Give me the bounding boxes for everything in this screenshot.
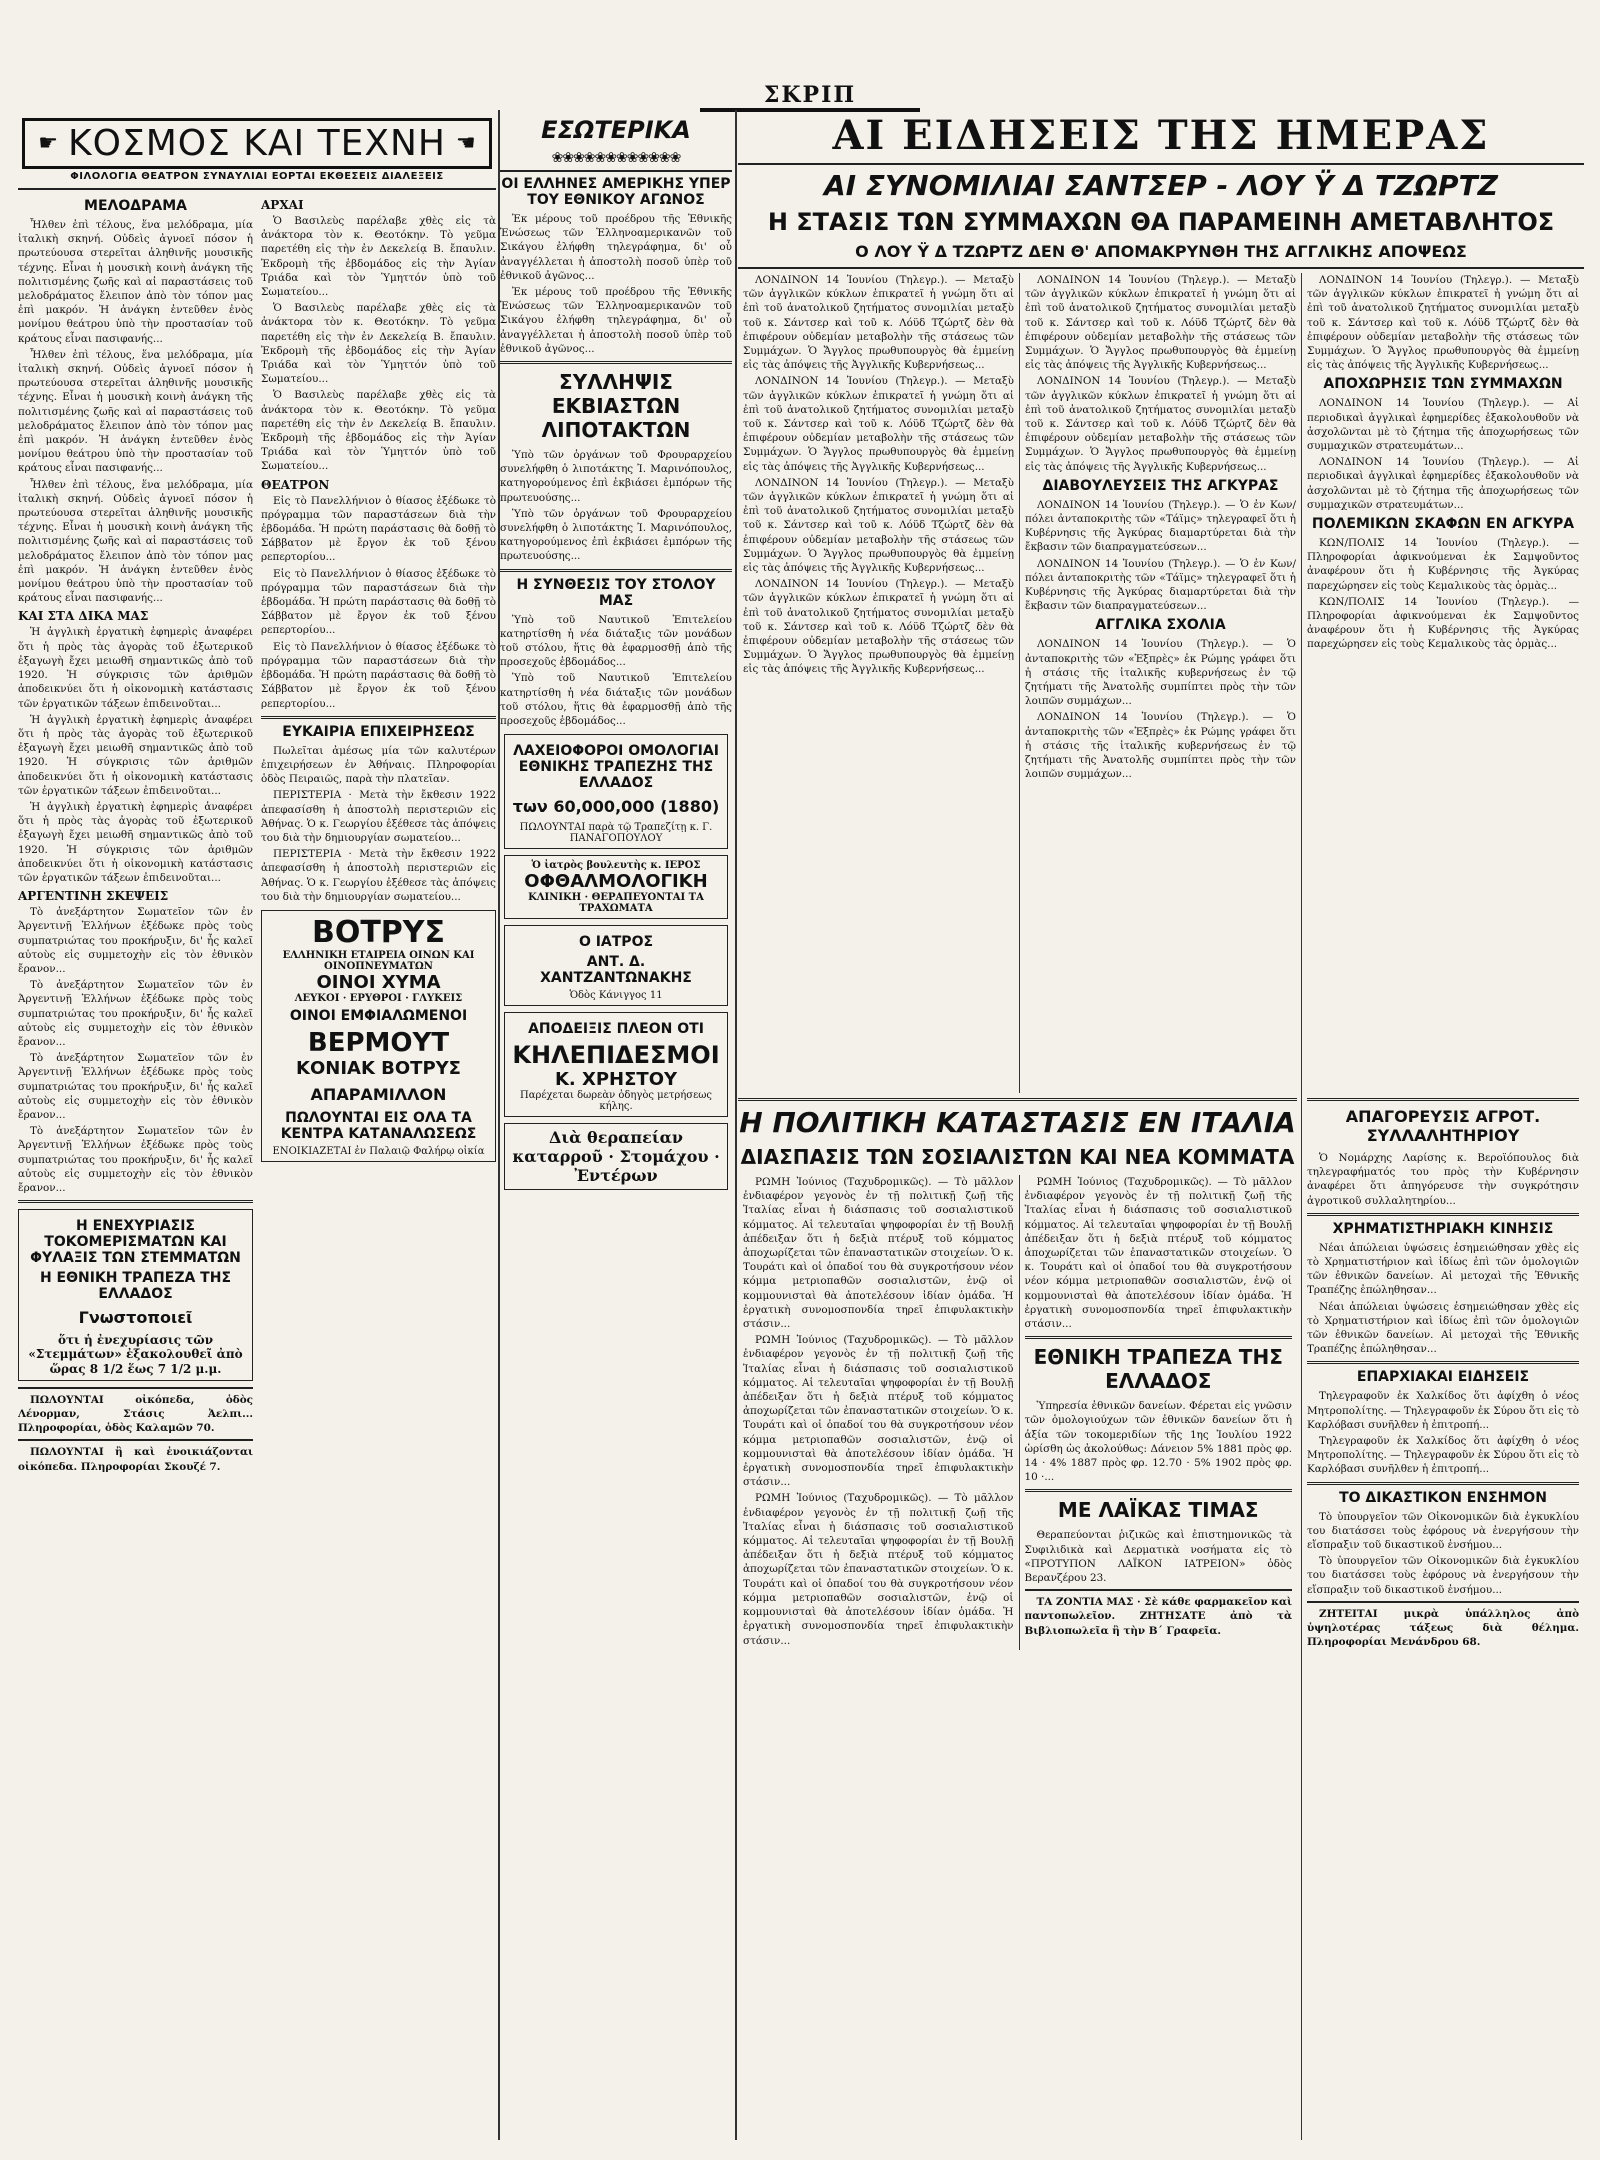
advertisement-title: ΕΥΚΑΙΡΙΑ ΕΠΙΧΕΙΡΗΣΕΩΣ [282, 723, 475, 740]
hernia-belts-ad: ΑΠΟΔΕΙΞΙΣ ΠΛΕΟΝ ΟΤΙ ΚΗΛΕΠΙΔΕΣΜΟΙ Κ. ΧΡΗΣΤΟΥ Παρέχεται δωρεὰν ὁδηγὸς μετρήσεως κήλης. [504, 1012, 728, 1117]
advertisement: Η ΕΝΕΧΥΡΙΑΣΙΣ ΤΟΚΟΜΕΡΙΣΜΑΤΩΝ ΚΑΙ ΦΥΛΑΞΙΣ ΤΩΝ ΣΤΕΜΜΑΤΩΝ Η ΕΘΝΙΚΗ ΤΡΑΠΕΖΑ ΤΗΣ ΕΛΛΑΔΟΣ Γνωστοποιεῖ ὅτι ἡ ἐνεχυρίασις τῶν «Στεμμάτων» ἐξακολουθεῖ ἀπὸ ὥρας 8 1/2 ἕως 7 1/2 μ.μ. [18, 1209, 253, 1381]
article-title: ΑΠΑΓΟΡΕΥΣΙΣ ΑΓΡΟΤ. ΣΥΛΛΑΛΗΤΗΡΙΟΥ [1345, 1107, 1541, 1145]
article-title: ΟΙ ΕΛΛΗΝΕΣ ΑΜΕΡΙΚΗΣ ΥΠΕΡ ΤΟΥ ΕΘΝΙΚΟΥ ΑΓΩΝΟΣ [501, 176, 731, 208]
section-title: ΚΟΣΜΟΣ ΚΑΙ ΤΕΧΝΗ [68, 123, 446, 164]
news-column: ΛΟΝΔΙΝΟΝ 14 Ἰουνίου (Τηλεγρ.). — Μεταξὺ τῶν ἀγγλικῶν κύκλων ἐπικρατεῖ ἡ γνώμη ὅτι αἱ ἐπὶ τοῦ ἀνατολικοῦ ζητήματος συνομιλίαι μεταξὺ τοῦ κ. Σάντσερ καὶ τοῦ κ. Λόϋδ Τζώρτζ δὲν θὰ ἐπιφέρουν οὐδεμίαν μεταβολὴν τῆς στάσεως τῶν Συμμάχων. Ὁ Ἄγγλος πρωθυπουργὸς θὰ ἐμμείνῃ εἰς τὰς ἀπόψεις τῆς Ἀγγλικῆς Κυβερνήσεως... ΑΠΟΧΩΡΗΣΙΣ ΤΩΝ ΣΥΜΜΑΧΩΝ ΛΟΝΔΙΝΟΝ 14 Ἰουνίου (Τηλεγρ.). — Αἱ περιοδικαὶ ἀγγλικαὶ ἐφημερίδες ἐξακολουθοῦν νὰ ἀσχολῶνται μὲ τὸ ζήτημα τῆς ἀποχωρήσεως τῶν συμμαχικῶν στρατευμάτων... ΛΟΝΔΙΝΟΝ 14 Ἰουνίου (Τηλεγρ.). — Αἱ περιοδικαὶ ἀγγλικαὶ ἐφημερίδες ἐξακολουθοῦν νὰ ἀσχολῶνται μὲ τὸ ζήτημα τῆς ἀποχωρήσεως τῶν συμμαχικῶν στρατευμάτων... ΠΟΛΕΜΙΚΩΝ ΣΚΑΦΩΝ ΕΝ ΑΓΚΥΡΑ ΚΩΝ/ΠΟΛΙΣ 14 Ἰουνίου (Τηλεγρ.). — Πληροφορίαι ἀφικνούμεναι ἐκ Σαμψοῦντος ἀναφέρουν ὅτι ἡ Κυβέρνησις τῆς Ἀγκύρας παρεχώρησεν εἰς τοὺς Κεμαλικοὺς τὰς ὁρμὰς... ΚΩΝ/ΠΟΛΙΣ 14 Ἰουνίου (Τηλεγρ.). — Πληροφορίαι ἀφικνούμεναι ἐκ Σαμψοῦντος ἀναφέρουν ὅτι ἡ Κυβέρνησις τῆς Ἀγκύρας παρεχώρησεν εἰς τοὺς Κεμαλικοὺς τὰς ὁρμὰς... [1307, 274, 1579, 651]
pointing-hand-icon: ☛ [38, 131, 59, 156]
article-body: Ἐκ μέρους τοῦ προέδρου τῆς Ἐθνικῆς Ἑνώσεως τῶν Ἑλληνοαμερικανῶν τοῦ Σικάγου ἐλήφθη τηλεγράφημα, δι' οὗ ἀναγγέλλεται ἡ ἀποστολὴ ποσοῦ ὑπὲρ τοῦ ἐθνικοῦ ἀγῶνος... Ἐκ μέρους τοῦ προέδρου τῆς Ἐθνικῆς Ἑνώσεως τῶν Ἑλληνοαμερικανῶν τοῦ Σικάγου ἐλήφθη τηλεγράφημα, δι' οὗ ἀναγγέλλεται ἡ ἀποστολὴ ποσοῦ ὑπὲρ τοῦ ἐθνικοῦ ἀγῶνος... [500, 213, 732, 355]
article-body: Ὑπὸ τῶν ὀργάνων τοῦ Φρουραρχείου συνελήφθη ὁ λιποτάκτης Ἰ. Μαρινόπουλος, κατηγορούμενος ἐπὶ ἐκβιάσει ἐμπόρων τῆς πρωτευούσης... Ὑπὸ τῶν ὀργάνων τοῦ Φρουραρχείου συνελήφθη ὁ λιποτάκτης Ἰ. Μαρινόπουλος, κατηγορούμενος ἐπὶ ἐκβιάσει ἐμπόρων τῆς πρωτευούσης... [500, 449, 732, 563]
article-title: ΔΙΑΒΟΥΛΕΥΣΕΙΣ ΤΗΣ ΑΓΚΥΡΑΣ [1042, 477, 1279, 494]
headline-tertiary: Ο ΛΟΥ Ϋ Δ ΤΖΩΡΤΖ ΔΕΝ Θ' ΑΠΟΜΑΚΡΥΝΘΗ ΤΗΣ ΑΓΓΛΙΚΗΣ ΑΠΟΨΕΩΣ [855, 242, 1467, 261]
ophthalmology-clinic-ad: Ὁ ἰατρὸς βουλευτὴς κ. ΙΕΡΟΣ ΟΦΘΑΛΜΟΛΟΓΙΚΗ ΚΛΙΝΙΚΗ · ΘΕΡΑΠΕΥΟΝΤΑΙ ΤΑ ΤΡΑΧΩΜΑΤΑ [504, 855, 728, 919]
article-title: ΜΕΛΟΔΡΑΜΑ [84, 198, 187, 214]
decorative-border-icon: ❀❀❀❀❀❀❀❀❀❀❀❀ [551, 150, 681, 166]
news-column: ΛΟΝΔΙΝΟΝ 14 Ἰουνίου (Τηλεγρ.). — Μεταξὺ τῶν ἀγγλικῶν κύκλων ἐπικρατεῖ ἡ γνώμη ὅτι αἱ ἐπὶ τοῦ ἀνατολικοῦ ζητήματος συνομιλίαι μεταξὺ τοῦ κ. Σάντσερ καὶ τοῦ κ. Λόϋδ Τζώρτζ δὲν θὰ ἐπιφέρουν οὐδεμίαν μεταβολὴν τῆς στάσεως τῶν Συμμάχων. Ὁ Ἄγγλος πρωθυπουργὸς θὰ ἐμμείνῃ εἰς τὰς ἀπόψεις τῆς Ἀγγλικῆς Κυβερνήσεως... ΛΟΝΔΙΝΟΝ 14 Ἰουνίου (Τηλεγρ.). — Μεταξὺ τῶν ἀγγλικῶν κύκλων ἐπικρατεῖ ἡ γνώμη ὅτι αἱ ἐπὶ τοῦ ἀνατολικοῦ ζητήματος συνομιλίαι μεταξὺ τοῦ κ. Σάντσερ καὶ τοῦ κ. Λόϋδ Τζώρτζ δὲν θὰ ἐπιφέρουν οὐδεμίαν μεταβολὴν τῆς στάσεως τῶν Συμμάχων. Ὁ Ἄγγλος πρωθυπουργὸς θὰ ἐμμείνῃ εἰς τὰς ἀπόψεις τῆς Ἀγγλικῆς Κυβερνήσεως... ΔΙΑΒΟΥΛΕΥΣΕΙΣ ΤΗΣ ΑΓΚΥΡΑΣ ΛΟΝΔΙΝΟΝ 14 Ἰουνίου (Τηλεγρ.). — Ὁ ἐν Κων/πόλει ἀνταποκριτὴς τῶν «Τάϊμς» τηλεγραφεῖ ὅτι ἡ Κυβέρνησις τῆς Ἀγκύρας διαμαρτύρεται διὰ τὴν ἔκβασιν τῶν διαπραγματεύσεων... ΛΟΝΔΙΝΟΝ 14 Ἰουνίου (Τηλεγρ.). — Ὁ ἐν Κων/πόλει ἀνταποκριτὴς τῶν «Τάϊμς» τηλεγραφεῖ ὅτι ἡ Κυβέρνησις τῆς Ἀγκύρας διαμαρτύρεται διὰ τὴν ἔκβασιν τῶν διαπραγματεύσεων... ΑΓΓΛΙΚΑ ΣΧΟΛΙΑ ΛΟΝΔΙΝΟΝ 14 Ἰουνίου (Τηλεγρ.). — Ὁ ἀνταποκριτὴς τῶν «Ἐξπρὲς» ἐκ Ρώμης γράφει ὅτι ἡ στάσις τῆς ἰταλικῆς κυβερνήσεως ἐν τῷ ζητήματι τῆς Ἀνατολῆς συμπίπτει πρὸς τὴν τῶν λοιπῶν συμμάχων... ΛΟΝΔΙΝΟΝ 14 Ἰουνίου (Τηλεγρ.). — Ὁ ἀνταποκριτὴς τῶν «Ἐξπρὲς» ἐκ Ρώμης γράφει ὅτι ἡ στάσις τῆς ἰταλικῆς κυβερνήσεως ἐν τῷ ζητήματι τῆς Ἀνατολῆς συμπίπτει πρὸς τὴν τῶν λοιπῶν συμμάχων... [1020, 273, 1302, 1093]
advertisement-body: Πωλεῖται ἀμέσως μία τῶν καλυτέρων ἐπιχειρήσεων ἐν Ἀθήναις. Πληροφορίαι ὁδὸς Πειραιῶς, παρὰ τὴν πλατεῖαν. ΠΕΡΙΣΤΕΡΙΑ · Μετὰ τὴν ἔκθεσιν 1922 ἀπεφασίσθη ἡ ἀποστολὴ περιστεριῶν εἰς Ἀθήνας. Ὁ κ. Γεωργίου ἐξέθεσε τὰς ἀπόψεις του διὰ τὴν δημιουργίαν σωματείου... ΠΕΡΙΣΤΕΡΙΑ · Μετὰ τὴν ἔκθεσιν 1922 ἀπεφασίσθη ἡ ἀποστολὴ περιστεριῶν εἰς Ἀθήνας. Ὁ κ. Γεωργίου ἐξέθεσε τὰς ἀπόψεις του διὰ τὴν δημιουργίαν σωματείου... [261, 744, 496, 903]
article-body: Ὁ Βασιλεὺς παρέλαβε χθὲς εἰς τὰ ἀνάκτορα τὸν κ. Θεοτόκην. Τὸ γεῦμα παρετέθη εἰς τὴν ἐν Δεκελείᾳ Β. ἔπαυλιν. Ἐκδρομὴ τῆς ἑβδομάδος εἰς τὴν Ἀγίαν Τριάδα καὶ τὸν Ὑμηττόν ὑπὸ τοῦ Σωματείου... Ὁ Βασιλεὺς παρέλαβε χθὲς εἰς τὰ ἀνάκτορα τὸν κ. Θεοτόκην. Τὸ γεῦμα παρετέθη εἰς τὴν ἐν Δεκελείᾳ Β. ἔπαυλιν. Ἐκδρομὴ τῆς ἑβδομάδος εἰς τὴν Ἀγίαν Τριάδα καὶ τὸν Ὑμηττόν ὑπὸ τοῦ Σωματείου... Ὁ Βασιλεὺς παρέλαβε χθὲς εἰς τὰ ἀνάκτορα τὸν κ. Θεοτόκην. Τὸ γεῦμα παρετέθη εἰς τὴν ἐν Δεκελείᾳ Β. ἔπαυλιν. Ἐκδρομὴ τῆς ἑβδομάδος εἰς τὴν Ἀγίαν Τριάδα καὶ τὸν Ὑμηττόν ὑπὸ τοῦ Σωματείου... [261, 215, 496, 473]
main-banner: ΑΙ ΕΙΔΗΣΕΙΣ ΤΗΣ ΗΜΕΡΑΣ [832, 112, 1490, 159]
article-title: Η ΠΟΛΙΤΙΚΗ ΚΑΤΑΣΤΑΣΙΣ ΕΝ ΙΤΑΛΙΑ [739, 1106, 1296, 1139]
section-subheader: ΦΙΛΟΛΟΓΙΑ ΘΕΑΤΡΟΝ ΣΥΝΑΥΛΙΑΙ ΕΟΡΤΑΙ ΕΚΘΕΣΕΙΣ ΔΙΑΛΕΞΕΙΣ [70, 171, 444, 182]
headline-secondary: Η ΣΤΑΣΙΣ ΤΩΝ ΣΥΜΜΑΧΩΝ ΘΑ ΠΑΡΑΜΕΙΝΗ ΑΜΕΤΑΒΛΗΤΟΣ [767, 208, 1555, 236]
pointing-hand-icon: ☚ [455, 131, 476, 156]
article-title: ΣΥΛΛΗΨΙΣ ΕΚΒΙΑΣΤΩΝ ΛΙΠΟΤΑΚΤΩΝ [541, 370, 691, 443]
article-title: ΕΠΑΡΧΙΑΚΑΙ ΕΙΔΗΣΕΙΣ [1356, 1369, 1530, 1386]
article-title: ΑΡΧΑΙ [261, 198, 304, 212]
article-title: ΤΟ ΔΙΚΑΣΤΙΚΟΝ ΕΝΣΗΜΟΝ [1339, 1489, 1547, 1506]
article-title: ΑΠΟΧΩΡΗΣΙΣ ΤΩΝ ΣΥΜΜΑΧΩΝ [1323, 376, 1563, 393]
article-body: Εἰς τὸ Πανελλήνιον ὁ θίασος ἐξέδωκε τὸ πρόγραμμα τῶν παραστάσεων διὰ τὴν ἑβδομάδα. Ἡ πρώτη παράστασις θὰ δοθῇ τὸ Σάββατον μὲ ἔργον ἐκ τοῦ ξένου ρεπερτορίου... Εἰς τὸ Πανελλήνιον ὁ θίασος ἐξέδωκε τὸ πρόγραμμα τῶν παραστάσεων διὰ τὴν ἑβδομάδα. Ἡ πρώτη παράστασις θὰ δοθῇ τὸ Σάββατον μὲ ἔργον ἐκ τοῦ ξένου ρεπερτορίου... Εἰς τὸ Πανελλήνιον ὁ θίασος ἐξέδωκε τὸ πρόγραμμα τῶν παραστάσεων διὰ τὴν ἑβδομάδα. Ἡ πρώτη παράστασις θὰ δοθῇ τὸ Σάββατον μὲ ἔργον ἐκ τοῦ ξένου ρεπερτορίου... [261, 494, 496, 710]
article-subtitle: ΔΙΑΣΠΑΣΙΣ ΤΩΝ ΣΟΣΙΑΛΙΣΤΩΝ ΚΑΙ ΝΕΑ ΚΟΜΜΑΤΑ [740, 1145, 1295, 1169]
section-title: ΕΣΩΤΕΡΙΚΑ [541, 116, 691, 144]
article-title: ΑΡΓΕΝΤΙΝΗ ΣΚΕΨΕΙΣ [18, 889, 169, 904]
article-title: Η ΣΥΝΘΕΣΙΣ ΤΟΥ ΣΤΟΛΟΥ ΜΑΣ [516, 576, 716, 609]
botrys-advertisement: ΒΟΤΡΥΣ ΕΛΛΗΝΙΚΗ ΕΤΑΙΡΕΙΑ ΟΙΝΩΝ ΚΑΙ ΟΙΝΟΠΝΕΥΜΑΤΩΝ ΟΙΝΟΙ ΧΥΜΑ ΛΕΥΚΟΙ · ΕΡΥΘΡΟΙ · ΓΛΥΚΕΙΣ ΟΙΝΟΙ ΕΜΦΙΑΛΩΜΕΝΟΙ ΒΕΡΜΟΥΤ ΚΟΝΙΑΚ ΒΟΤΡΥΣ ΑΠΑΡΑΜΙΛΛΟΝ ΠΩΛΟΥΝΤΑΙ ΕΙΣ ΟΛΑ ΤΑ ΚΕΝΤΡΑ ΚΑΤΑΝΑΛΩΣΕΩΣ ΕΝΟΙΚΙΑΖΕΤΑΙ ἐν Παλαιῷ Φαλήρῳ οἰκία [261, 910, 496, 1162]
article-body: Τὸ ἀνεξάρτητον Σωματεῖον τῶν ἐν Ἀργεντινῇ Ἑλλήνων ἐξέδωκε πρὸς τοὺς συμπατριώτας του προκήρυξιν, δι' ἧς καλεῖ αὐτοὺς εἰς συμμετοχὴν εἰς τὸν ἐθνικὸν ἔρανον... Τὸ ἀνεξάρτητον Σωματεῖον τῶν ἐν Ἀργεντινῇ Ἑλλήνων ἐξέδωκε πρὸς τοὺς συμπατριώτας του προκήρυξιν, δι' ἧς καλεῖ αὐτοὺς εἰς συμμετοχὴν εἰς τὸν ἐθνικὸν ἔρανον... Τὸ ἀνεξάρτητον Σωματεῖον τῶν ἐν Ἀργεντινῇ Ἑλλήνων ἐξέδωκε πρὸς τοὺς συμπατριώτας του προκήρυξιν, δι' ἧς καλεῖ αὐτοὺς εἰς συμμετοχὴν εἰς τὸν ἐθνικὸν ἔρανον... Τὸ ἀνεξάρτητον Σωματεῖον τῶν ἐν Ἀργεντινῇ Ἑλλήνων ἐξέδωκε πρὸς τοὺς συμπατριώτας του προκήρυξιν, δι' ἧς καλεῖ αὐτοὺς εἰς συμμετοχὴν εἰς τὸν ἐθνικὸν ἔρανον... [18, 906, 253, 1194]
doctor-ad: Ο ΙΑΤΡΟΣ ΑΝΤ. Δ. ΧΑΝΤΖΑΝΤΩΝΑΚΗΣ Ὁδὸς Κάνιγγος 11 [504, 925, 728, 1006]
section-banner [22, 118, 492, 169]
subcolumn [261, 194, 496, 1476]
bank-notice-title: ΕΘΝΙΚΗ ΤΡΑΠΕΖΑ ΤΗΣ ΕΛΛΑΔΟΣ [1033, 1345, 1283, 1394]
column-rule [735, 110, 737, 2140]
pharmacy-ad: Διὰ θεραπείαν καταρροῦ · Στομάχου · Ἐντέρων [504, 1123, 728, 1190]
masthead: ΣΚΡΙΠ [700, 82, 920, 112]
italy-article: Η ΠΟΛΙΤΙΚΗ ΚΑΤΑΣΤΑΣΙΣ ΕΝ ΙΤΑΛΙΑ ΔΙΑΣΠΑΣΙΣ ΤΩΝ ΣΟΣΙΑΛΙΣΤΩΝ ΚΑΙ ΝΕΑ ΚΟΜΜΑΤΑ ΡΩΜΗ Ἰούνιος (Ταχυδρομικῶς). — Τὸ μᾶλλον ἐνδιαφέρον γεγονὸς ἐν τῇ πολιτικῇ ζωῇ τῆς Ἰταλίας εἶναι ἡ διάσπασις τοῦ σοσιαλιστικοῦ κόμματος. Αἱ τελευταῖαι ψηφοφορίαι ἐν τῇ Βουλῇ ἀπέδειξαν ὅτι ἡ δεξιὰ πτέρυξ τοῦ κόμματος ἀποχωρίζεται τῶν ἐπαναστατικῶν στοιχείων. Ὁ κ. Τουράτι καὶ οἱ ὀπαδοί του θὰ συγκροτήσουν νέον κόμμα μετριοπαθῶν σοσιαλιστῶν, ἐνῷ οἱ κομμουνισταὶ θὰ ἀποτελέσουν ἰδίαν ὁμάδα. Ἡ ἐργατικὴ συνομοσπονδία τηρεῖ ἐπιφυλακτικὴν στάσιν... ΡΩΜΗ Ἰούνιος (Ταχυδρομικῶς). — Τὸ μᾶλλον ἐνδιαφέρον γεγονὸς ἐν τῇ πολιτικῇ ζωῇ τῆς Ἰταλίας εἶναι ἡ διάσπασις τοῦ σοσιαλιστικοῦ κόμματος. Αἱ τελευταῖαι ψηφοφορίαι ἐν τῇ Βουλῇ ἀπέδειξαν ὅτι ἡ δεξιὰ πτέρυξ τοῦ κόμματος ἀποχωρίζεται τῶν ἐπαναστατικῶν στοιχείων. Ὁ κ. Τουράτι καὶ οἱ ὀπαδοί του θὰ συγκροτήσουν νέον κόμμα μετριοπαθῶν σοσιαλιστῶν, ἐνῷ οἱ κομμουνισταὶ θὰ ἀποτελέσουν ἰδίαν ὁμάδα. Ἡ ἐργατικὴ συνομοσπονδία τηρεῖ ἐπιφυλακτικὴν στάσιν... ΡΩΜΗ Ἰούνιος (Ταχυδρομικῶς). — Τὸ μᾶλλον ἐνδιαφέρον γεγονὸς ἐν τῇ πολιτικῇ ζωῇ τῆς Ἰταλίας εἶναι ἡ διάσπασις τοῦ σοσιαλιστικοῦ κόμματος. Αἱ τελευταῖαι ψηφοφορίαι ἐν τῇ Βουλῇ ἀπέδειξαν ὅτι ἡ δεξιὰ πτέρυξ τοῦ κόμματος ἀποχωρίζεται τῶν ἐπαναστατικῶν στοιχείων. Ὁ κ. Τουράτι καὶ οἱ ὀπαδοί του θὰ συγκροτήσουν νέον κόμμα μετριοπαθῶν σοσιαλιστῶν, ἐνῷ οἱ κομμουνισταὶ θὰ ἀποτελέσουν ἰδίαν ὁμάδα. Ἡ ἐργατικὴ συνομοσπονδία τηρεῖ ἐπιφυλακτικὴν στάσιν... ΡΩΜΗ Ἰούνιος (Ταχυδρομικῶς). — Τὸ μᾶλλον ἐνδιαφέρον γεγονὸς ἐν τῇ πολιτικῇ ζωῇ τῆς Ἰταλίας εἶναι ἡ διάσπασις τοῦ σοσιαλιστικοῦ κόμματος. Αἱ τελευταῖαι ψηφοφορίαι ἐν τῇ Βουλῇ ἀπέδειξαν ὅτι ἡ δεξιὰ πτέρυξ τοῦ κόμματος ἀποχωρίζεται τῶν ἐπαναστατικῶν στοιχείων. Ὁ κ. Τουράτι καὶ οἱ ὀπαδοί του θὰ συγκροτήσουν νέον κόμμα μετριοπαθῶν σοσιαλιστῶν, ἐνῷ οἱ κομμουνισταὶ θὰ ἀποτελέσουν ἰδίαν ὁμάδα. Ἡ ἐργατικὴ συνομοσπονδία τηρεῖ ἐπιφυλακτικὴν στάσιν... ΕΘΝΙΚΗ ΤΡΑΠΕΖΑ ΤΗΣ ΕΛΛΑΔΟΣ Ὑπηρεσία ἐθνικῶν δανείων. Φέρεται εἰς γνῶσιν τῶν ὁμολογιούχων τῶν ἐθνικῶν δανείων ὅτι ἡ ἀξία τῶν τοκομεριδίων τῆς 1ης Ἰουλίου 1922 ὡρίσθη ὡς ἀκολούθως: Δάνειον 5% 1881 πρὸς φρ. 14 · 4% 1887 πρὸς φρ. 12.70 · 5% 1902 πρὸς φρ. 10 ·... ΜΕ ΛΑΪΚΑΣ ΤΙΜΑΣ Θεραπεύονται ῥιζικῶς καὶ ἐπιστημονικῶς τὰ Συφιλιδικὰ καὶ Δερματικὰ νοσήματα εἰς τὸ «ΠΡΟΤΥΠΟΝ ΛΑΪΚΟΝ ΙΑΤΡΕΙΟΝ» ὁδὸς Βερανζέρου 23. ΤΑ ΖΟΝΤΙΑ ΜΑΣ · Σὲ κάθε φαρμακεῖον καὶ παντοπωλεῖον. ΖΗΤΗΣΑΤΕ ἀπὸ τὰ Βιβλιοπωλεῖα ἢ τὴν Β΄ Γραφεῖα. [738, 1093, 1302, 2140]
esoterika-section [500, 110, 732, 2140]
classified-ad: ΠΩΛΟΥΝΤΑΙ οἰκόπεδα, ὁδὸς Λένορμαν, Στάσις Ἀελπι... Πληροφορίαι, ὁδὸς Καλαμῶν 70. [18, 1393, 253, 1435]
article-body: Ἦλθεν ἐπὶ τέλους, ἕνα μελόδραμα, μία ἰταλικὴ σκηνή. Οὐδεὶς ἀγνοεῖ πόσον ἡ πρωτεύουσα στερεῖται ἀληθινῆς μουσικῆς τέχνης. Εἶναι ἡ μουσικὴ κοινὴ ἀνάγκη τῆς πολιτισμένης ζωῆς καὶ αἱ παραστάσεις τοῦ μελοδράματος ἔλειπον ἀπὸ τὸν τόπον μας ἐπὶ μακρόν. Ἡ ἀνάγκη ἐντεῦθεν ἐνὸς μονίμου θεάτρου ὑπὸ τὴν προστασίαν τοῦ κράτους εἶναι πασιφανής... Ἦλθεν ἐπὶ τέλους, ἕνα μελόδραμα, μία ἰταλικὴ σκηνή. Οὐδεὶς ἀγνοεῖ πόσον ἡ πρωτεύουσα στερεῖται ἀληθινῆς μουσικῆς τέχνης. Εἶναι ἡ μουσικὴ κοινὴ ἀνάγκη τῆς πολιτισμένης ζωῆς καὶ αἱ παραστάσεις τοῦ μελοδράματος ἔλειπον ἀπὸ τὸν τόπον μας ἐπὶ μακρόν. Ἡ ἀνάγκη ἐντεῦθεν ἐνὸς μονίμου θεάτρου ὑπὸ τὴν προστασίαν τοῦ κράτους εἶναι πασιφανής... Ἦλθεν ἐπὶ τέλους, ἕνα μελόδραμα, μία ἰταλικὴ σκηνή. Οὐδεὶς ἀγνοεῖ πόσον ἡ πρωτεύουσα στερεῖται ἀληθινῆς μουσικῆς τέχνης. Εἶναι ἡ μουσικὴ κοινὴ ἀνάγκη τῆς πολιτισμένης ζωῆς καὶ αἱ παραστάσεις τοῦ μελοδράματος ἔλειπον ἀπὸ τὸν τόπον μας ἐπὶ μακρόν. Ἡ ἀνάγκη ἐντεῦθεν ἐνὸς μονίμου θεάτρου ὑπὸ τὴν προστασίαν τοῦ κράτους εἶναι πασιφανής... [18, 219, 253, 605]
article-title: ΧΡΗΜΑΤΙΣΤΗΡΙΑΚΗ ΚΙΝΗΣΙΣ [1332, 1220, 1554, 1237]
news-of-the-day-section [738, 110, 1584, 2140]
article-title: ΚΑΙ ΣΤΑ ΔΙΚΑ ΜΑΣ [18, 609, 149, 624]
classified-ad: ΠΩΛΟΥΝΤΑΙ ἢ καὶ ἐνοικιάζονται οἰκόπεδα. Πληροφορίαι Σκουζέ 7. [18, 1446, 253, 1473]
lottery-bonds-ad: ΛΑΧΕΙΟΦΟΡΟΙ ΟΜΟΛΟΓΙΑΙ ΕΘΝΙΚΗΣ ΤΡΑΠΕΖΗΣ ΤΗΣ ΕΛΛΑΔΟΣ των 60,000,000 (1880) ΠΩΛΟΥΝΤΑΙ παρὰ τῷ Τραπεζίτῃ κ. Γ. ΠΑΝΑΓΟΠΟΥΛΟΥ [504, 734, 728, 849]
subcolumn [18, 194, 253, 1476]
article-title: ΠΟΛΕΜΙΚΩΝ ΣΚΑΦΩΝ ΕΝ ΑΓΚΥΡΑ [1311, 516, 1575, 533]
clinic-ad-title: ΜΕ ΛΑΪΚΑΣ ΤΙΜΑΣ [1057, 1498, 1259, 1523]
article-body: Ἡ ἀγγλικὴ ἐργατικὴ ἐφημερὶς ἀναφέρει ὅτι ἡ πρὸς τὰς ἀγορὰς τοῦ ἐξωτερικοῦ ἐξαγωγὴ ἔχει μειωθῆ σημαντικῶς ἀπὸ τοῦ 1920. Ἡ σύγκρισις τῶν ἀριθμῶν ἀποδεικνύει ὅτι ἡ οἰκονομικὴ κατάστασις τῶν ἐργατικῶν τάξεων ἐπιδεινοῦται... Ἡ ἀγγλικὴ ἐργατικὴ ἐφημερὶς ἀναφέρει ὅτι ἡ πρὸς τὰς ἀγορὰς τοῦ ἐξωτερικοῦ ἐξαγωγὴ ἔχει μειωθῆ σημαντικῶς ἀπὸ τοῦ 1920. Ἡ σύγκρισις τῶν ἀριθμῶν ἀποδεικνύει ὅτι ἡ οἰκονομικὴ κατάστασις τῶν ἐργατικῶν τάξεων ἐπιδεινοῦται... Ἡ ἀγγλικὴ ἐργατικὴ ἐφημερὶς ἀναφέρει ὅτι ἡ πρὸς τὰς ἀγορὰς τοῦ ἐξωτερικοῦ ἐξαγωγὴ ἔχει μειωθῆ σημαντικῶς ἀπὸ τοῦ 1920. Ἡ σύγκρισις τῶν ἀριθμῶν ἀποδεικνύει ὅτι ἡ οἰκονομικὴ κατάστασις τῶν ἐργατικῶν τάξεων ἐπιδεινοῦται... [18, 626, 253, 884]
article-title: ΑΓΓΛΙΚΑ ΣΧΟΛΙΑ [1095, 617, 1226, 634]
news-column: ΑΠΑΓΟΡΕΥΣΙΣ ΑΓΡΟΤ. ΣΥΛΛΑΛΗΤΗΡΙΟΥ Ὁ Νομάρχης Λαρίσης κ. Βεροϊόπουλος διὰ τηλεγραφήματός του πρὸς τὴν Κυβέρνησιν ἀναφέρει ὅτι ἀπηγόρευσε τὴν συγκρότησιν ἀγροτικοῦ συλλαλητηρίου... ΧΡΗΜΑΤΙΣΤΗΡΙΑΚΗ ΚΙΝΗΣΙΣ Νέαι ἀπώλειαι ὑψώσεις ἐσημειώθησαν χθὲς εἰς τὸ Χρηματιστήριον καὶ ἰδίως ἐπὶ τῶν ὁμολογιῶν τῶν ἐθνικῶν δανείων. Αἱ μετοχαὶ τῆς Ἐθνικῆς Τραπέζης ἐπώληθησαν... Νέαι ἀπώλειαι ὑψώσεις ἐσημειώθησαν χθὲς εἰς τὸ Χρηματιστήριον καὶ ἰδίως ἐπὶ τῶν ὁμολογιῶν τῶν ἐθνικῶν δανείων. Αἱ μετοχαὶ τῆς Ἐθνικῆς Τραπέζης ἐπώληθησαν... ΕΠΑΡΧΙΑΚΑΙ ΕΙΔΗΣΕΙΣ Τηλεγραφοῦν ἐκ Χαλκίδος ὅτι ἀφίχθη ὁ νέος Μητροπολίτης. — Τηλεγραφοῦν ἐκ Σύρου ὅτι εἰς τὸ Καρλόβασι συνῆλθεν ἡ ἐπιτροπή... Τηλεγραφοῦν ἐκ Χαλκίδος ὅτι ἀφίχθη ὁ νέος Μητροπολίτης. — Τηλεγραφοῦν ἐκ Σύρου ὅτι εἰς τὸ Καρλόβασι συνῆλθεν ἡ ἐπιτροπή... ΤΟ ΔΙΚΑΣΤΙΚΟΝ ΕΝΣΗΜΟΝ Τὸ ὑπουργεῖον τῶν Οἰκονομικῶν διὰ ἐγκυκλίου του διατάσσει τοὺς ἐφόρους νὰ ἐνεργήσουν τὴν εἴσπραξιν τοῦ δικαστικοῦ ἐνσήμου... Τὸ ὑπουργεῖον τῶν Οἰκονομικῶν διὰ ἐγκυκλίου του διατάσσει τοὺς ἐφόρους νὰ ἐνεργήσουν τὴν εἴσπραξιν τοῦ δικαστικοῦ ἐνσήμου... ΖΗΤΕΙΤΑΙ μικρὰ ὑπάλληλος ἀπὸ ὑψηλοτέρας τάξεως διὰ θέλημα. Πληροφορίαι Μενάνδρου 68. [1302, 1093, 1584, 2140]
headline-primary: ΑΙ ΣΥΝΟΜΙΛΙΑΙ ΣΑΝΤΣΕΡ - ΛΟΥ Ϋ Δ ΤΖΩΡΤΖ [824, 169, 1498, 202]
article-title: ΘΕΑΤΡΟΝ [261, 477, 330, 492]
news-column: ΛΟΝΔΙΝΟΝ 14 Ἰουνίου (Τηλεγρ.). — Μεταξὺ τῶν ἀγγλικῶν κύκλων ἐπικρατεῖ ἡ γνώμη ὅτι αἱ ἐπὶ τοῦ ἀνατολικοῦ ζητήματος συνομιλίαι μεταξὺ τοῦ κ. Σάντσερ καὶ τοῦ κ. Λόϋδ Τζώρτζ δὲν θὰ ἐπιφέρουν οὐδεμίαν μεταβολὴν τῆς στάσεως τῶν Συμμάχων. Ὁ Ἄγγλος πρωθυπουργὸς θὰ ἐμμείνῃ εἰς τὰς ἀπόψεις τῆς Ἀγγλικῆς Κυβερνήσεως... ΛΟΝΔΙΝΟΝ 14 Ἰουνίου (Τηλεγρ.). — Μεταξὺ τῶν ἀγγλικῶν κύκλων ἐπικρατεῖ ἡ γνώμη ὅτι αἱ ἐπὶ τοῦ ἀνατολικοῦ ζητήματος συνομιλίαι μεταξὺ τοῦ κ. Σάντσερ καὶ τοῦ κ. Λόϋδ Τζώρτζ δὲν θὰ ἐπιφέρουν οὐδεμίαν μεταβολὴν τῆς στάσεως τῶν Συμμάχων. Ὁ Ἄγγλος πρωθυπουργὸς θὰ ἐμμείνῃ εἰς τὰς ἀπόψεις τῆς Ἀγγλικῆς Κυβερνήσεως... ΛΟΝΔΙΝΟΝ 14 Ἰουνίου (Τηλεγρ.). — Μεταξὺ τῶν ἀγγλικῶν κύκλων ἐπικρατεῖ ἡ γνώμη ὅτι αἱ ἐπὶ τοῦ ἀνατολικοῦ ζητήματος συνομιλίαι μεταξὺ τοῦ κ. Σάντσερ καὶ τοῦ κ. Λόϋδ Τζώρτζ δὲν θὰ ἐπιφέρουν οὐδεμίαν μεταβολὴν τῆς στάσεως τῶν Συμμάχων. Ὁ Ἄγγλος πρωθυπουργὸς θὰ ἐμμείνῃ εἰς τὰς ἀπόψεις τῆς Ἀγγλικῆς Κυβερνήσεως... ΛΟΝΔΙΝΟΝ 14 Ἰουνίου (Τηλεγρ.). — Μεταξὺ τῶν ἀγγλικῶν κύκλων ἐπικρατεῖ ἡ γνώμη ὅτι αἱ ἐπὶ τοῦ ἀνατολικοῦ ζητήματος συνομιλίαι μεταξὺ τοῦ κ. Σάντσερ καὶ τοῦ κ. Λόϋδ Τζώρτζ δὲν θὰ ἐπιφέρουν οὐδεμίαν μεταβολὴν τῆς στάσεως τῶν Συμμάχων. Ὁ Ἄγγλος πρωθυπουργὸς θὰ ἐμμείνῃ εἰς τὰς ἀπόψεις τῆς Ἀγγλικῆς Κυβερνήσεως... [738, 273, 1020, 1093]
article-body: Ὑπὸ τοῦ Ναυτικοῦ Ἐπιτελείου κατηρτίσθη ἡ νέα διάταξις τῶν μονάδων τοῦ στόλου, ἥτις θὰ ἐφαρμοσθῇ ἀπὸ τῆς προσεχοῦς ἑβδομάδος... Ὑπὸ τοῦ Ναυτικοῦ Ἐπιτελείου κατηρτίσθη ἡ νέα διάταξις τῶν μονάδων τοῦ στόλου, ἥτις θὰ ἐφαρμοσθῇ ἀπὸ τῆς προσεχοῦς ἑβδομάδος... [500, 613, 732, 728]
kosmos-kai-techni-section [18, 110, 496, 2140]
